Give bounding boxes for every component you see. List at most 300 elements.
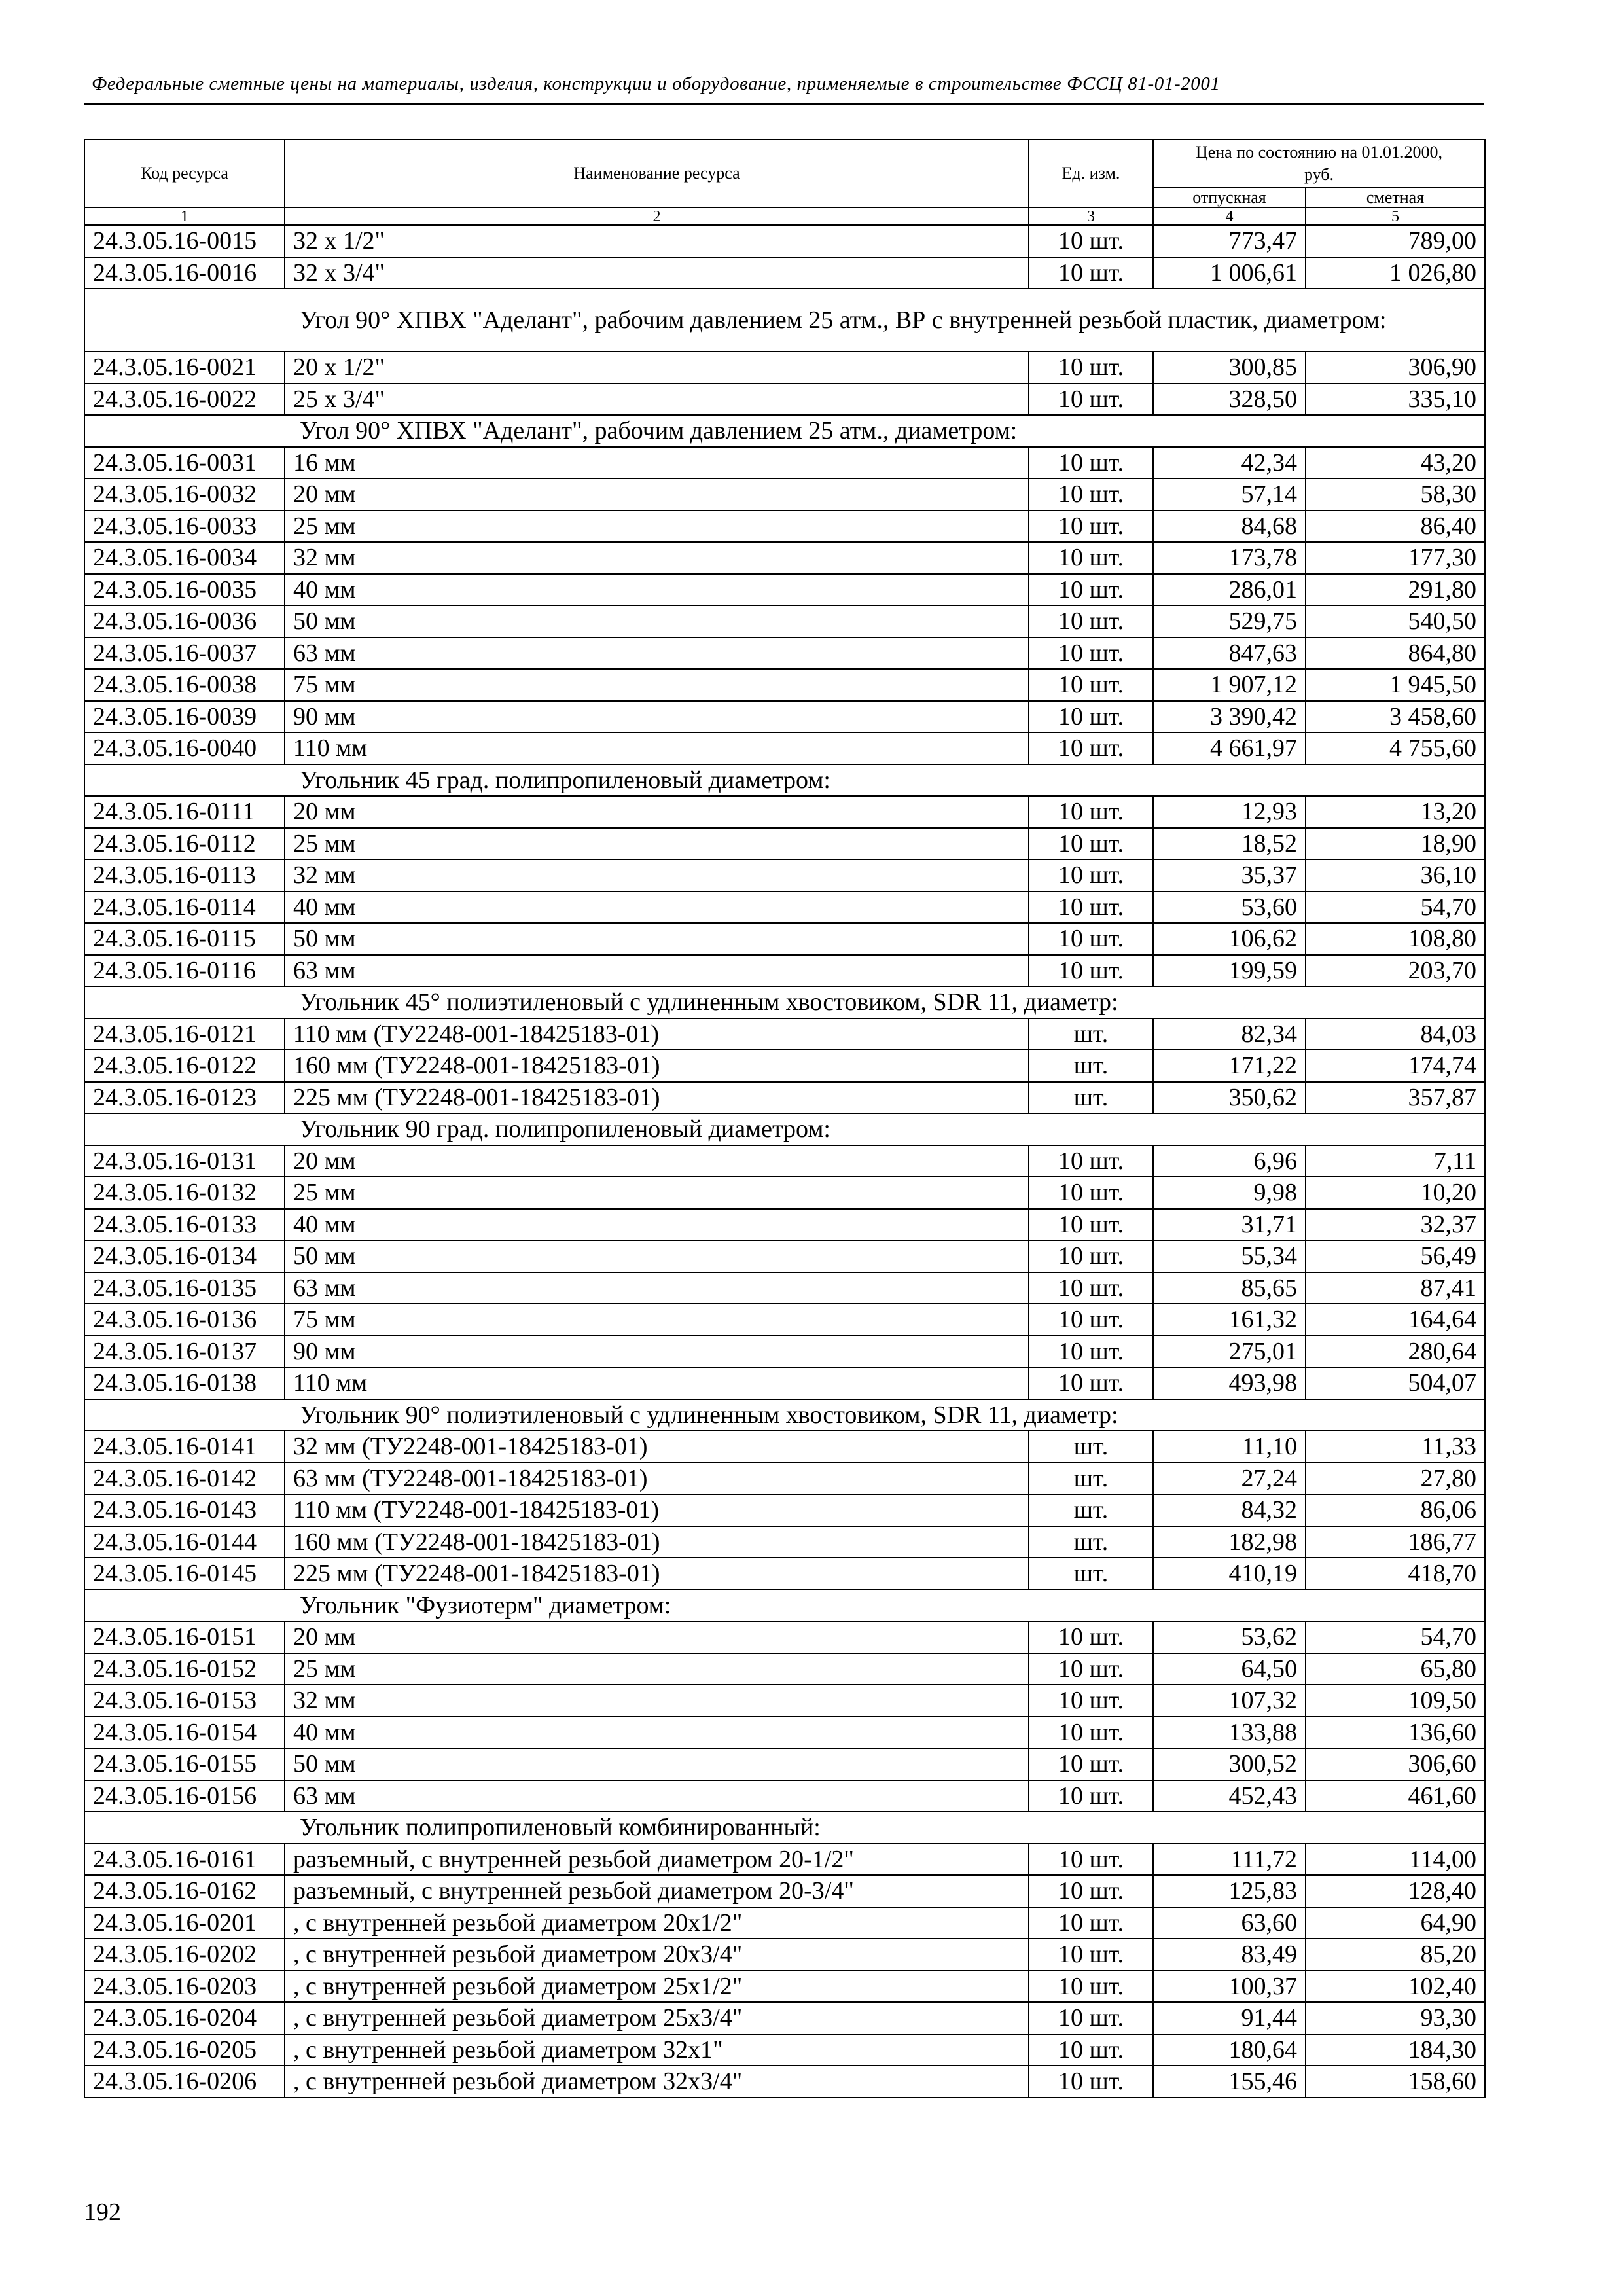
table-row — [84, 1717, 1485, 1749]
table-row — [84, 637, 1485, 670]
unit-of-measure: 10 шт. — [1029, 1875, 1153, 1907]
resource-name: , с внутренней резьбой диаметром 25x3/4" — [285, 2002, 1029, 2034]
unit-of-measure: 10 шт. — [1029, 511, 1153, 543]
estimate-price: 102,40 — [1306, 1971, 1485, 2003]
resource-name: 25 мм — [285, 1653, 1029, 1685]
table-row — [84, 384, 1485, 416]
unit-of-measure: 10 шт. — [1029, 1240, 1153, 1272]
unit-of-measure: 10 шт. — [1029, 1971, 1153, 2003]
release-price: 42,34 — [1153, 447, 1306, 479]
release-price: 275,01 — [1153, 1336, 1306, 1368]
header-rule — [84, 103, 1484, 105]
unit-of-measure: 10 шт. — [1029, 447, 1153, 479]
table-row — [84, 1209, 1485, 1241]
resource-code: 24.3.05.16-0021 — [84, 351, 285, 384]
resource-name: 110 мм — [285, 732, 1029, 764]
estimate-price: 64,90 — [1306, 1907, 1485, 1939]
group-heading-row — [84, 1399, 1485, 1431]
unit-of-measure: 10 шт. — [1029, 669, 1153, 701]
estimate-price: 27,80 — [1306, 1463, 1485, 1495]
resource-name: , с внутренней резьбой диаметром 20x3/4" — [285, 1939, 1029, 1971]
resource-name: 110 мм (ТУ2248-001-18425183-01) — [285, 1018, 1029, 1050]
estimate-price: 357,87 — [1306, 1082, 1485, 1114]
release-price: 107,32 — [1153, 1685, 1306, 1717]
resource-name: 63 мм — [285, 1780, 1029, 1812]
estimate-price: 280,64 — [1306, 1336, 1485, 1368]
release-price: 31,71 — [1153, 1209, 1306, 1241]
resource-code: 24.3.05.16-0143 — [84, 1494, 285, 1526]
unit-of-measure: 10 шт. — [1029, 1844, 1153, 1876]
release-price: 12,93 — [1153, 796, 1306, 828]
release-price: 529,75 — [1153, 605, 1306, 637]
resource-code: 24.3.05.16-0032 — [84, 478, 285, 511]
resource-name: 63 мм — [285, 637, 1029, 670]
unit-of-measure: 10 шт. — [1029, 1177, 1153, 1209]
resource-name: 32 мм — [285, 542, 1029, 574]
resource-name: 32 x 3/4" — [285, 257, 1029, 289]
resource-name: 50 мм — [285, 923, 1029, 955]
col-header-code: Код ресурса — [84, 139, 285, 207]
estimate-price: 84,03 — [1306, 1018, 1485, 1050]
resource-code: 24.3.05.16-0040 — [84, 732, 285, 764]
table-row — [84, 257, 1485, 289]
estimate-price: 36,10 — [1306, 859, 1485, 891]
release-price: 106,62 — [1153, 923, 1306, 955]
table-row — [84, 1494, 1485, 1526]
resource-code: 24.3.05.16-0204 — [84, 2002, 285, 2034]
group-heading-row — [84, 289, 1485, 351]
table-row — [84, 1240, 1485, 1272]
release-price: 847,63 — [1153, 637, 1306, 670]
estimate-price: 1 945,50 — [1306, 669, 1485, 701]
release-price: 84,32 — [1153, 1494, 1306, 1526]
table-row — [84, 891, 1485, 924]
col-header-unit: Ед. изм. — [1029, 139, 1153, 207]
resource-name: разъемный, с внутренней резьбой диаметром 20-3/4" — [285, 1875, 1029, 1907]
estimate-price: 13,20 — [1306, 796, 1485, 828]
table-row — [84, 1145, 1485, 1177]
release-price: 1 006,61 — [1153, 257, 1306, 289]
group-heading: Угол 90° ХПВХ "Аделант", рабочим давлением 25 атм., ВР с внутренней резьбой пластик, диаметром: — [84, 289, 1485, 351]
table-row — [84, 796, 1485, 828]
resource-name: 20 мм — [285, 1621, 1029, 1653]
resource-name: 40 мм — [285, 891, 1029, 924]
table-row — [84, 1844, 1485, 1876]
group-heading: Угол 90° ХПВХ "Аделант", рабочим давлением 25 атм., диаметром: — [84, 415, 1485, 447]
resource-code: 24.3.05.16-0134 — [84, 1240, 285, 1272]
resource-name: 40 мм — [285, 1717, 1029, 1749]
unit-of-measure: 10 шт. — [1029, 1367, 1153, 1399]
col-header-estimate-price: сметная — [1306, 188, 1485, 207]
unit-of-measure: 10 шт. — [1029, 1907, 1153, 1939]
resource-name: , с внутренней резьбой диаметром 25x1/2" — [285, 1971, 1029, 2003]
resource-name: 25 x 3/4" — [285, 384, 1029, 416]
resource-code: 24.3.05.16-0138 — [84, 1367, 285, 1399]
resource-code: 24.3.05.16-0154 — [84, 1717, 285, 1749]
resource-name: 160 мм (ТУ2248-001-18425183-01) — [285, 1526, 1029, 1558]
table-row — [84, 732, 1485, 764]
release-price: 773,47 — [1153, 225, 1306, 257]
table-row — [84, 1431, 1485, 1463]
table-row — [84, 542, 1485, 574]
table-row — [84, 1018, 1485, 1050]
release-price: 180,64 — [1153, 2034, 1306, 2066]
table-row — [84, 1463, 1485, 1495]
resource-code: 24.3.05.16-0114 — [84, 891, 285, 924]
group-heading-row — [84, 1590, 1485, 1622]
resource-code: 24.3.05.16-0153 — [84, 1685, 285, 1717]
estimate-price: 864,80 — [1306, 637, 1485, 670]
resource-name: 20 мм — [285, 796, 1029, 828]
resource-name: 63 мм — [285, 955, 1029, 987]
table-row — [84, 2034, 1485, 2066]
unit-of-measure: 10 шт. — [1029, 574, 1153, 606]
release-price: 100,37 — [1153, 1971, 1306, 2003]
table-row — [84, 1367, 1485, 1399]
resource-name: 20 мм — [285, 478, 1029, 511]
estimate-price: 65,80 — [1306, 1653, 1485, 1685]
estimate-price: 3 458,60 — [1306, 701, 1485, 733]
table-row — [84, 605, 1485, 637]
estimate-price: 93,30 — [1306, 2002, 1485, 2034]
unit-of-measure: 10 шт. — [1029, 2066, 1153, 2098]
resource-code: 24.3.05.16-0113 — [84, 859, 285, 891]
release-price: 35,37 — [1153, 859, 1306, 891]
release-price: 91,44 — [1153, 2002, 1306, 2034]
resource-name: 40 мм — [285, 1209, 1029, 1241]
table-row — [84, 1939, 1485, 1971]
unit-of-measure: 10 шт. — [1029, 701, 1153, 733]
resource-name: разъемный, с внутренней резьбой диаметром 20-1/2" — [285, 1844, 1029, 1876]
price-table-body — [84, 225, 1485, 2098]
release-price: 9,98 — [1153, 1177, 1306, 1209]
resource-name: 40 мм — [285, 574, 1029, 606]
estimate-price: 86,40 — [1306, 511, 1485, 543]
estimate-price: 58,30 — [1306, 478, 1485, 511]
release-price: 27,24 — [1153, 1463, 1306, 1495]
resource-code: 24.3.05.16-0162 — [84, 1875, 285, 1907]
resource-name: 50 мм — [285, 605, 1029, 637]
estimate-price: 504,07 — [1306, 1367, 1485, 1399]
unit-of-measure: 10 шт. — [1029, 732, 1153, 764]
estimate-price: 461,60 — [1306, 1780, 1485, 1812]
resource-code: 24.3.05.16-0037 — [84, 637, 285, 670]
resource-code: 24.3.05.16-0111 — [84, 796, 285, 828]
resource-code: 24.3.05.16-0137 — [84, 1336, 285, 1368]
unit-of-measure: 10 шт. — [1029, 1717, 1153, 1749]
col-number: 1 — [84, 207, 285, 225]
unit-of-measure: 10 шт. — [1029, 796, 1153, 828]
estimate-price: 86,06 — [1306, 1494, 1485, 1526]
page-number: 192 — [84, 2198, 121, 2226]
table-row — [84, 859, 1485, 891]
resource-code: 24.3.05.16-0205 — [84, 2034, 285, 2066]
estimate-price: 108,80 — [1306, 923, 1485, 955]
resource-name: 16 мм — [285, 447, 1029, 479]
unit-of-measure: 10 шт. — [1029, 542, 1153, 574]
table-row — [84, 1304, 1485, 1336]
estimate-price: 164,64 — [1306, 1304, 1485, 1336]
resource-code: 24.3.05.16-0133 — [84, 1209, 285, 1241]
unit-of-measure: шт. — [1029, 1018, 1153, 1050]
unit-of-measure: 10 шт. — [1029, 955, 1153, 987]
estimate-price: 11,33 — [1306, 1431, 1485, 1463]
estimate-price: 43,20 — [1306, 447, 1485, 479]
table-row — [84, 1685, 1485, 1717]
group-heading: Угольник 45 град. полипропиленовый диаметром: — [84, 764, 1485, 797]
estimate-price: 291,80 — [1306, 574, 1485, 606]
group-heading: Угольник "Фузиотерм" диаметром: — [84, 1590, 1485, 1622]
release-price: 182,98 — [1153, 1526, 1306, 1558]
col-number: 3 — [1029, 207, 1153, 225]
unit-of-measure: 10 шт. — [1029, 923, 1153, 955]
unit-of-measure: 10 шт. — [1029, 859, 1153, 891]
resource-name: 50 мм — [285, 1240, 1029, 1272]
estimate-price: 128,40 — [1306, 1875, 1485, 1907]
release-price: 133,88 — [1153, 1717, 1306, 1749]
unit-of-measure: 10 шт. — [1029, 225, 1153, 257]
col-number: 2 — [285, 207, 1029, 225]
estimate-price: 109,50 — [1306, 1685, 1485, 1717]
resource-name: 50 мм — [285, 1748, 1029, 1780]
resource-code: 24.3.05.16-0202 — [84, 1939, 285, 1971]
unit-of-measure: 10 шт. — [1029, 891, 1153, 924]
resource-code: 24.3.05.16-0015 — [84, 225, 285, 257]
unit-of-measure: 10 шт. — [1029, 605, 1153, 637]
release-price: 350,62 — [1153, 1082, 1306, 1114]
table-row — [84, 1082, 1485, 1114]
table-row — [84, 1050, 1485, 1082]
resource-name: 25 мм — [285, 511, 1029, 543]
resource-name: 110 мм (ТУ2248-001-18425183-01) — [285, 1494, 1029, 1526]
table-row — [84, 225, 1485, 257]
table-row — [84, 511, 1485, 543]
release-price: 53,62 — [1153, 1621, 1306, 1653]
table-row — [84, 2066, 1485, 2098]
release-price: 452,43 — [1153, 1780, 1306, 1812]
unit-of-measure: 10 шт. — [1029, 1145, 1153, 1177]
table-row — [84, 1907, 1485, 1939]
group-heading: Угольник 90 град. полипропиленовый диаметром: — [84, 1113, 1485, 1145]
resource-name: 63 мм — [285, 1272, 1029, 1304]
table-row — [84, 447, 1485, 479]
estimate-price: 87,41 — [1306, 1272, 1485, 1304]
group-heading-row — [84, 1113, 1485, 1145]
estimate-price: 177,30 — [1306, 542, 1485, 574]
group-heading-row — [84, 415, 1485, 447]
unit-of-measure: шт. — [1029, 1050, 1153, 1082]
table-row — [84, 1272, 1485, 1304]
unit-of-measure: шт. — [1029, 1494, 1153, 1526]
resource-name: 160 мм (ТУ2248-001-18425183-01) — [285, 1050, 1029, 1082]
col-number: 5 — [1306, 207, 1485, 225]
resource-code: 24.3.05.16-0142 — [84, 1463, 285, 1495]
resource-code: 24.3.05.16-0121 — [84, 1018, 285, 1050]
table-row — [84, 1621, 1485, 1653]
unit-of-measure: 10 шт. — [1029, 1653, 1153, 1685]
col-header-name: Наименование ресурса — [285, 139, 1029, 207]
release-price: 55,34 — [1153, 1240, 1306, 1272]
table-row — [84, 1558, 1485, 1590]
resource-name: 110 мм — [285, 1367, 1029, 1399]
estimate-price: 7,11 — [1306, 1145, 1485, 1177]
resource-name: 25 мм — [285, 828, 1029, 860]
resource-code: 24.3.05.16-0144 — [84, 1526, 285, 1558]
resource-code: 24.3.05.16-0022 — [84, 384, 285, 416]
table-row — [84, 1971, 1485, 2003]
resource-code: 24.3.05.16-0123 — [84, 1082, 285, 1114]
resource-name: 20 мм — [285, 1145, 1029, 1177]
table-row — [84, 478, 1485, 511]
table-row — [84, 1875, 1485, 1907]
resource-name: , с внутренней резьбой диаметром 20x1/2" — [285, 1907, 1029, 1939]
price-table — [84, 139, 1486, 2098]
resource-code: 24.3.05.16-0033 — [84, 511, 285, 543]
resource-name: 32 x 1/2" — [285, 225, 1029, 257]
resource-code: 24.3.05.16-0136 — [84, 1304, 285, 1336]
unit-of-measure: 10 шт. — [1029, 384, 1153, 416]
resource-code: 24.3.05.16-0112 — [84, 828, 285, 860]
estimate-price: 335,10 — [1306, 384, 1485, 416]
resource-name: 225 мм (ТУ2248-001-18425183-01) — [285, 1082, 1029, 1114]
unit-of-measure: 10 шт. — [1029, 478, 1153, 511]
unit-of-measure: 10 шт. — [1029, 1209, 1153, 1241]
resource-code: 24.3.05.16-0145 — [84, 1558, 285, 1590]
unit-of-measure: 10 шт. — [1029, 1304, 1153, 1336]
table-row — [84, 669, 1485, 701]
release-price: 64,50 — [1153, 1653, 1306, 1685]
resource-code: 24.3.05.16-0031 — [84, 447, 285, 479]
group-heading: Угольник 90° полиэтиленовый с удлиненным хвостовиком, SDR 11, диаметр: — [84, 1399, 1485, 1431]
resource-code: 24.3.05.16-0201 — [84, 1907, 285, 1939]
unit-of-measure: 10 шт. — [1029, 2034, 1153, 2066]
resource-name: 75 мм — [285, 1304, 1029, 1336]
table-row — [84, 574, 1485, 606]
release-price: 84,68 — [1153, 511, 1306, 543]
group-heading: Угольник полипропиленовый комбинированный: — [84, 1812, 1485, 1844]
unit-of-measure: 10 шт. — [1029, 257, 1153, 289]
estimate-price: 54,70 — [1306, 891, 1485, 924]
resource-code: 24.3.05.16-0122 — [84, 1050, 285, 1082]
resource-code: 24.3.05.16-0036 — [84, 605, 285, 637]
unit-of-measure: 10 шт. — [1029, 1621, 1153, 1653]
estimate-price: 136,60 — [1306, 1717, 1485, 1749]
resource-code: 24.3.05.16-0132 — [84, 1177, 285, 1209]
resource-code: 24.3.05.16-0038 — [84, 669, 285, 701]
estimate-price: 56,49 — [1306, 1240, 1485, 1272]
unit-of-measure: 10 шт. — [1029, 2002, 1153, 2034]
release-price: 300,52 — [1153, 1748, 1306, 1780]
resource-code: 24.3.05.16-0155 — [84, 1748, 285, 1780]
unit-of-measure: 10 шт. — [1029, 1780, 1153, 1812]
resource-code: 24.3.05.16-0115 — [84, 923, 285, 955]
col-header-price-group: Цена по состоянию на 01.01.2000, руб. — [1153, 139, 1485, 188]
release-price: 161,32 — [1153, 1304, 1306, 1336]
estimate-price: 203,70 — [1306, 955, 1485, 987]
table-row — [84, 1748, 1485, 1780]
estimate-price: 174,74 — [1306, 1050, 1485, 1082]
release-price: 155,46 — [1153, 2066, 1306, 2098]
estimate-price: 32,37 — [1306, 1209, 1485, 1241]
table-row — [84, 1526, 1485, 1558]
estimate-price: 306,60 — [1306, 1748, 1485, 1780]
release-price: 199,59 — [1153, 955, 1306, 987]
estimate-price: 789,00 — [1306, 225, 1485, 257]
resource-name: 20 x 1/2" — [285, 351, 1029, 384]
table-row — [84, 1177, 1485, 1209]
group-heading-row — [84, 1812, 1485, 1844]
resource-name: 25 мм — [285, 1177, 1029, 1209]
resource-name: 90 мм — [285, 701, 1029, 733]
release-price: 53,60 — [1153, 891, 1306, 924]
estimate-price: 158,60 — [1306, 2066, 1485, 2098]
resource-name: , с внутренней резьбой диаметром 32x3/4" — [285, 2066, 1029, 2098]
col-number: 4 — [1153, 207, 1306, 225]
resource-code: 24.3.05.16-0141 — [84, 1431, 285, 1463]
unit-of-measure: 10 шт. — [1029, 1939, 1153, 1971]
resource-name: 32 мм — [285, 1685, 1029, 1717]
estimate-price: 54,70 — [1306, 1621, 1485, 1653]
resource-code: 24.3.05.16-0135 — [84, 1272, 285, 1304]
release-price: 286,01 — [1153, 574, 1306, 606]
estimate-price: 114,00 — [1306, 1844, 1485, 1876]
release-price: 1 907,12 — [1153, 669, 1306, 701]
estimate-price: 1 026,80 — [1306, 257, 1485, 289]
resource-code: 24.3.05.16-0206 — [84, 2066, 285, 2098]
resource-code: 24.3.05.16-0035 — [84, 574, 285, 606]
unit-of-measure: 10 шт. — [1029, 1272, 1153, 1304]
unit-of-measure: шт. — [1029, 1463, 1153, 1495]
unit-of-measure: шт. — [1029, 1558, 1153, 1590]
resource-code: 24.3.05.16-0161 — [84, 1844, 285, 1876]
release-price: 125,83 — [1153, 1875, 1306, 1907]
table-row — [84, 2002, 1485, 2034]
estimate-price: 10,20 — [1306, 1177, 1485, 1209]
release-price: 11,10 — [1153, 1431, 1306, 1463]
running-header: Федеральные сметные цены на материалы, изделия, конструкции и оборудование, применяемые в строительстве ФССЦ 81-01-2001 — [92, 73, 1221, 94]
resource-code: 24.3.05.16-0131 — [84, 1145, 285, 1177]
estimate-price: 418,70 — [1306, 1558, 1485, 1590]
group-heading: Угольник 45° полиэтиленовый с удлиненным хвостовиком, SDR 11, диаметр: — [84, 986, 1485, 1018]
unit-of-measure: шт. — [1029, 1431, 1153, 1463]
estimate-price: 186,77 — [1306, 1526, 1485, 1558]
resource-code: 24.3.05.16-0203 — [84, 1971, 285, 2003]
resource-code: 24.3.05.16-0152 — [84, 1653, 285, 1685]
resource-name: 90 мм — [285, 1336, 1029, 1368]
resource-name: 63 мм (ТУ2248-001-18425183-01) — [285, 1463, 1029, 1495]
unit-of-measure: 10 шт. — [1029, 1748, 1153, 1780]
table-row — [84, 1653, 1485, 1685]
resource-code: 24.3.05.16-0039 — [84, 701, 285, 733]
resource-name: 32 мм (ТУ2248-001-18425183-01) — [285, 1431, 1029, 1463]
table-row — [84, 1336, 1485, 1368]
release-price: 4 661,97 — [1153, 732, 1306, 764]
col-header-release-price: отпускная — [1153, 188, 1306, 207]
resource-code: 24.3.05.16-0156 — [84, 1780, 285, 1812]
release-price: 171,22 — [1153, 1050, 1306, 1082]
table-row — [84, 1780, 1485, 1812]
table-row — [84, 351, 1485, 384]
group-heading-row — [84, 764, 1485, 797]
estimate-price: 4 755,60 — [1306, 732, 1485, 764]
release-price: 328,50 — [1153, 384, 1306, 416]
table-row — [84, 923, 1485, 955]
estimate-price: 540,50 — [1306, 605, 1485, 637]
estimate-price: 18,90 — [1306, 828, 1485, 860]
unit-of-measure: 10 шт. — [1029, 1685, 1153, 1717]
resource-code: 24.3.05.16-0034 — [84, 542, 285, 574]
resource-name: 32 мм — [285, 859, 1029, 891]
